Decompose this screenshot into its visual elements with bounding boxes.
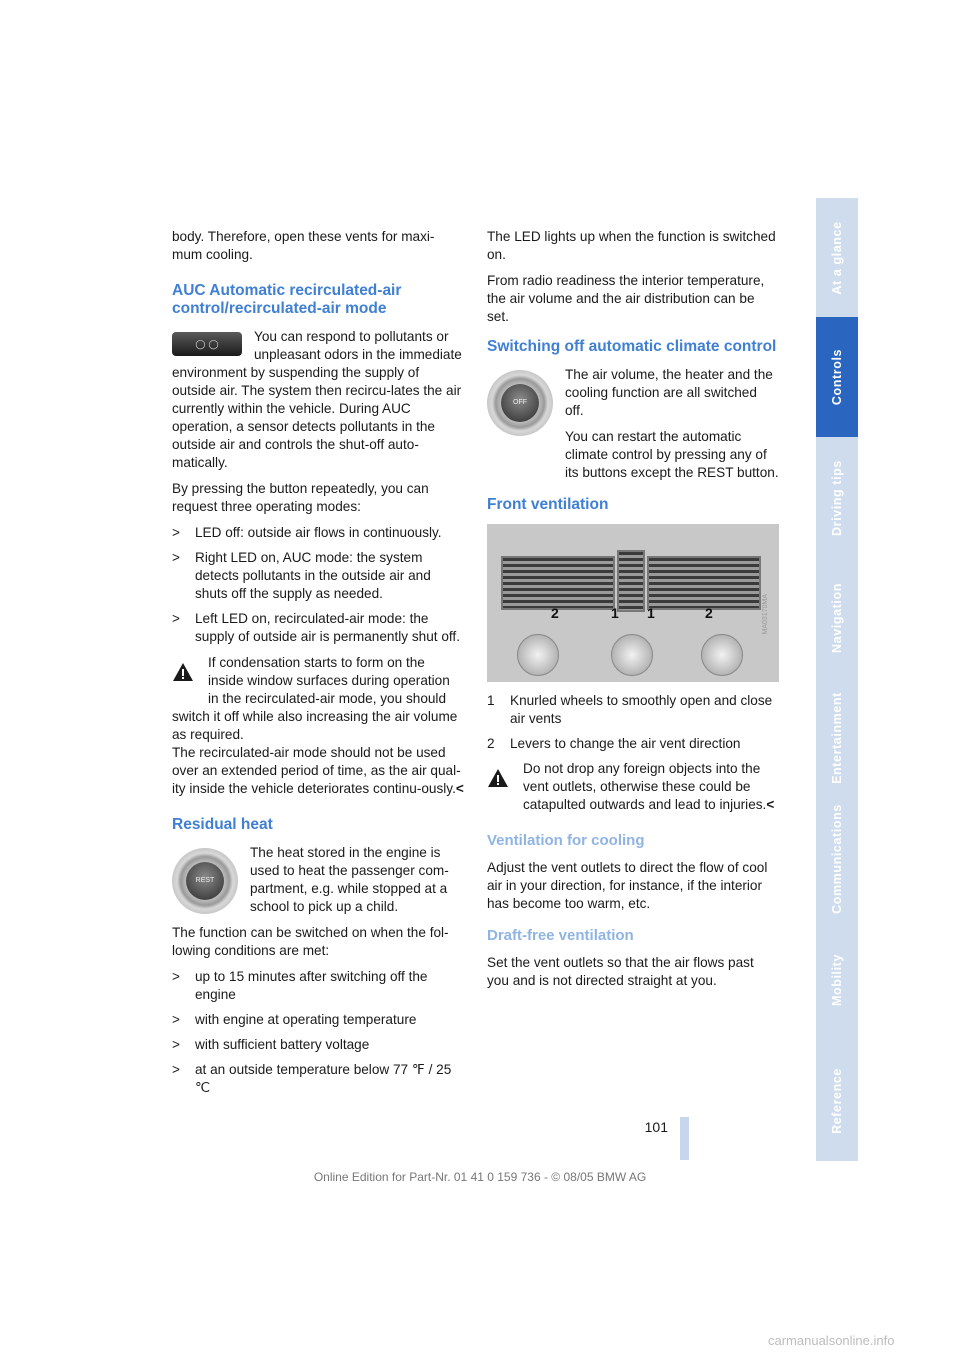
page-number: 101	[644, 1119, 668, 1135]
warning-text-2: The recirculated-air mode should not be used over an extended period of time, as the air qual-ity inside the vehicle deteriorates continu-ously.	[172, 745, 461, 796]
warning-icon	[487, 768, 509, 793]
tab-controls[interactable]: Controls	[816, 317, 858, 438]
radio-paragraph: From radio readiness the interior temperature, the air volume and the air distribution can be set.	[487, 273, 765, 324]
tab-reference[interactable]: Reference	[816, 1040, 858, 1162]
restart-paragraph: You can restart the automatic climate control by pressing any of its buttons except the REST button.	[565, 429, 779, 480]
auc-paragraph: You can respond to pollutants or unpleasant odors in the immediate environment by suspending the supply of outside air. The system then recircu-lates the air currently within the vehicle. During AUC operation, a sensor detects pollutants in the outside air and controls the shut-off auto-matically.	[172, 329, 462, 470]
draft-free-heading: Draft-free ventilation	[487, 927, 634, 944]
modes-list	[172, 524, 464, 646]
vent-knob	[611, 634, 653, 676]
end-mark: <	[766, 797, 775, 812]
numbered-item	[487, 692, 779, 728]
list-item: > with sufficient battery voltage	[172, 1036, 464, 1054]
auc-heading: AUC Automatic recirculated-air control/recirculated-air mode	[172, 282, 402, 317]
footer-text: Online Edition for Part-Nr. 01 41 0 159 736 - © 08/05 BMW AG	[313, 1170, 647, 1184]
auc-button-image	[172, 332, 242, 356]
conditions-intro: The function can be switched on when the fol-lowing conditions are met:	[172, 925, 449, 958]
rest-knob-image	[172, 848, 238, 914]
list-item: > Left LED on, recirculated-air mode: the supply of outside air is permanently shut off.	[172, 610, 464, 646]
residual-paragraph: The heat stored in the engine is used to heat the passenger com-partment, e.g. while stopped at a school to pick up a child.	[250, 845, 449, 914]
auc-modes-intro: By pressing the button repeatedly, you can request three operating modes:	[172, 481, 429, 514]
tab-at-a-glance[interactable]: At a glance	[816, 198, 858, 318]
end-mark: <	[455, 781, 464, 796]
off-knob-image	[487, 370, 553, 436]
front-ventilation-heading: Front ventilation	[487, 496, 609, 513]
item-number: 1	[487, 693, 495, 708]
watermark: carmanualsonline.info	[768, 1333, 895, 1348]
tab-driving-tips[interactable]: Driving tips	[816, 437, 858, 559]
list-item: > Right LED on, AUC mode: the system detects pollutants in the outside air and shuts off the supply as needed.	[172, 549, 464, 603]
tab-entertainment[interactable]: Entertainment	[816, 678, 858, 799]
center-vent	[617, 550, 645, 612]
off-label: OFF	[513, 399, 527, 406]
vent-knob	[701, 634, 743, 676]
warning-text: If condensation starts to form on the inside window surfaces during operation in the recirculated-air mode, you should switch it off while also increasing the air volume as required.	[172, 655, 458, 742]
warning-note	[172, 654, 464, 798]
tab-communications[interactable]: Communications	[816, 798, 858, 920]
tab-navigation[interactable]: Navigation	[816, 558, 858, 679]
intro-paragraph: body. Therefore, open these vents for maxi-mum cooling.	[172, 229, 435, 262]
vent-label: 1	[611, 605, 619, 621]
auc-recirc-icon: ◯	[208, 339, 219, 349]
cooling-heading: Ventilation for cooling	[487, 832, 645, 849]
auc-led-icon: ◯	[195, 339, 206, 349]
list-item: > LED off: outside air flows in continuously.	[172, 524, 464, 542]
numbered-item	[487, 735, 779, 753]
led-paragraph: The LED lights up when the function is switched on.	[487, 229, 776, 262]
draft-free-paragraph: Set the vent outlets so that the air flows past you and is not directed straight at you.	[487, 955, 754, 988]
vent-label: 2	[705, 605, 713, 621]
switch-off-heading: Switching off automatic climate control	[487, 338, 777, 355]
conditions-list	[172, 968, 464, 1097]
ventilation-illustration	[487, 524, 779, 682]
item-number: 2	[487, 736, 495, 751]
tab-mobility[interactable]: Mobility	[816, 919, 858, 1041]
warning-text: Do not drop any foreign objects into the vent outlets, otherwise these could be catapulted outwards and lead to injuries.	[523, 761, 767, 812]
rest-label: REST	[195, 877, 215, 884]
left-vent-grille	[501, 556, 615, 610]
right-vent-grille	[647, 556, 761, 610]
list-item: > up to 15 minutes after switching off the engine	[172, 968, 464, 1004]
left-column	[172, 228, 464, 1105]
page-marker-bar	[680, 1117, 689, 1160]
list-item: > with engine at operating temperature	[172, 1011, 464, 1029]
vent-knob	[517, 634, 559, 676]
warning-icon	[172, 662, 194, 687]
residual-heat-heading: Residual heat	[172, 816, 273, 833]
item-text: Levers to change the air vent direction	[510, 736, 741, 751]
list-item: > at an outside temperature below 77 ℉ / 25 ℃	[172, 1061, 464, 1097]
right-column	[487, 228, 779, 998]
cooling-paragraph: Adjust the vent outlets to direct the flow of cool air in your direction, for instance, if the interior has become too warm, etc.	[487, 860, 768, 911]
section-tabs	[816, 198, 858, 1161]
vent-label: 1	[647, 605, 655, 621]
vent-label: 2	[551, 605, 559, 621]
warning-note	[487, 760, 779, 814]
off-paragraph: The air volume, the heater and the cooling function are all switched off.	[565, 367, 773, 418]
image-code: MA03170MA	[762, 594, 769, 635]
item-text: Knurled wheels to smoothly open and close air vents	[510, 693, 773, 726]
